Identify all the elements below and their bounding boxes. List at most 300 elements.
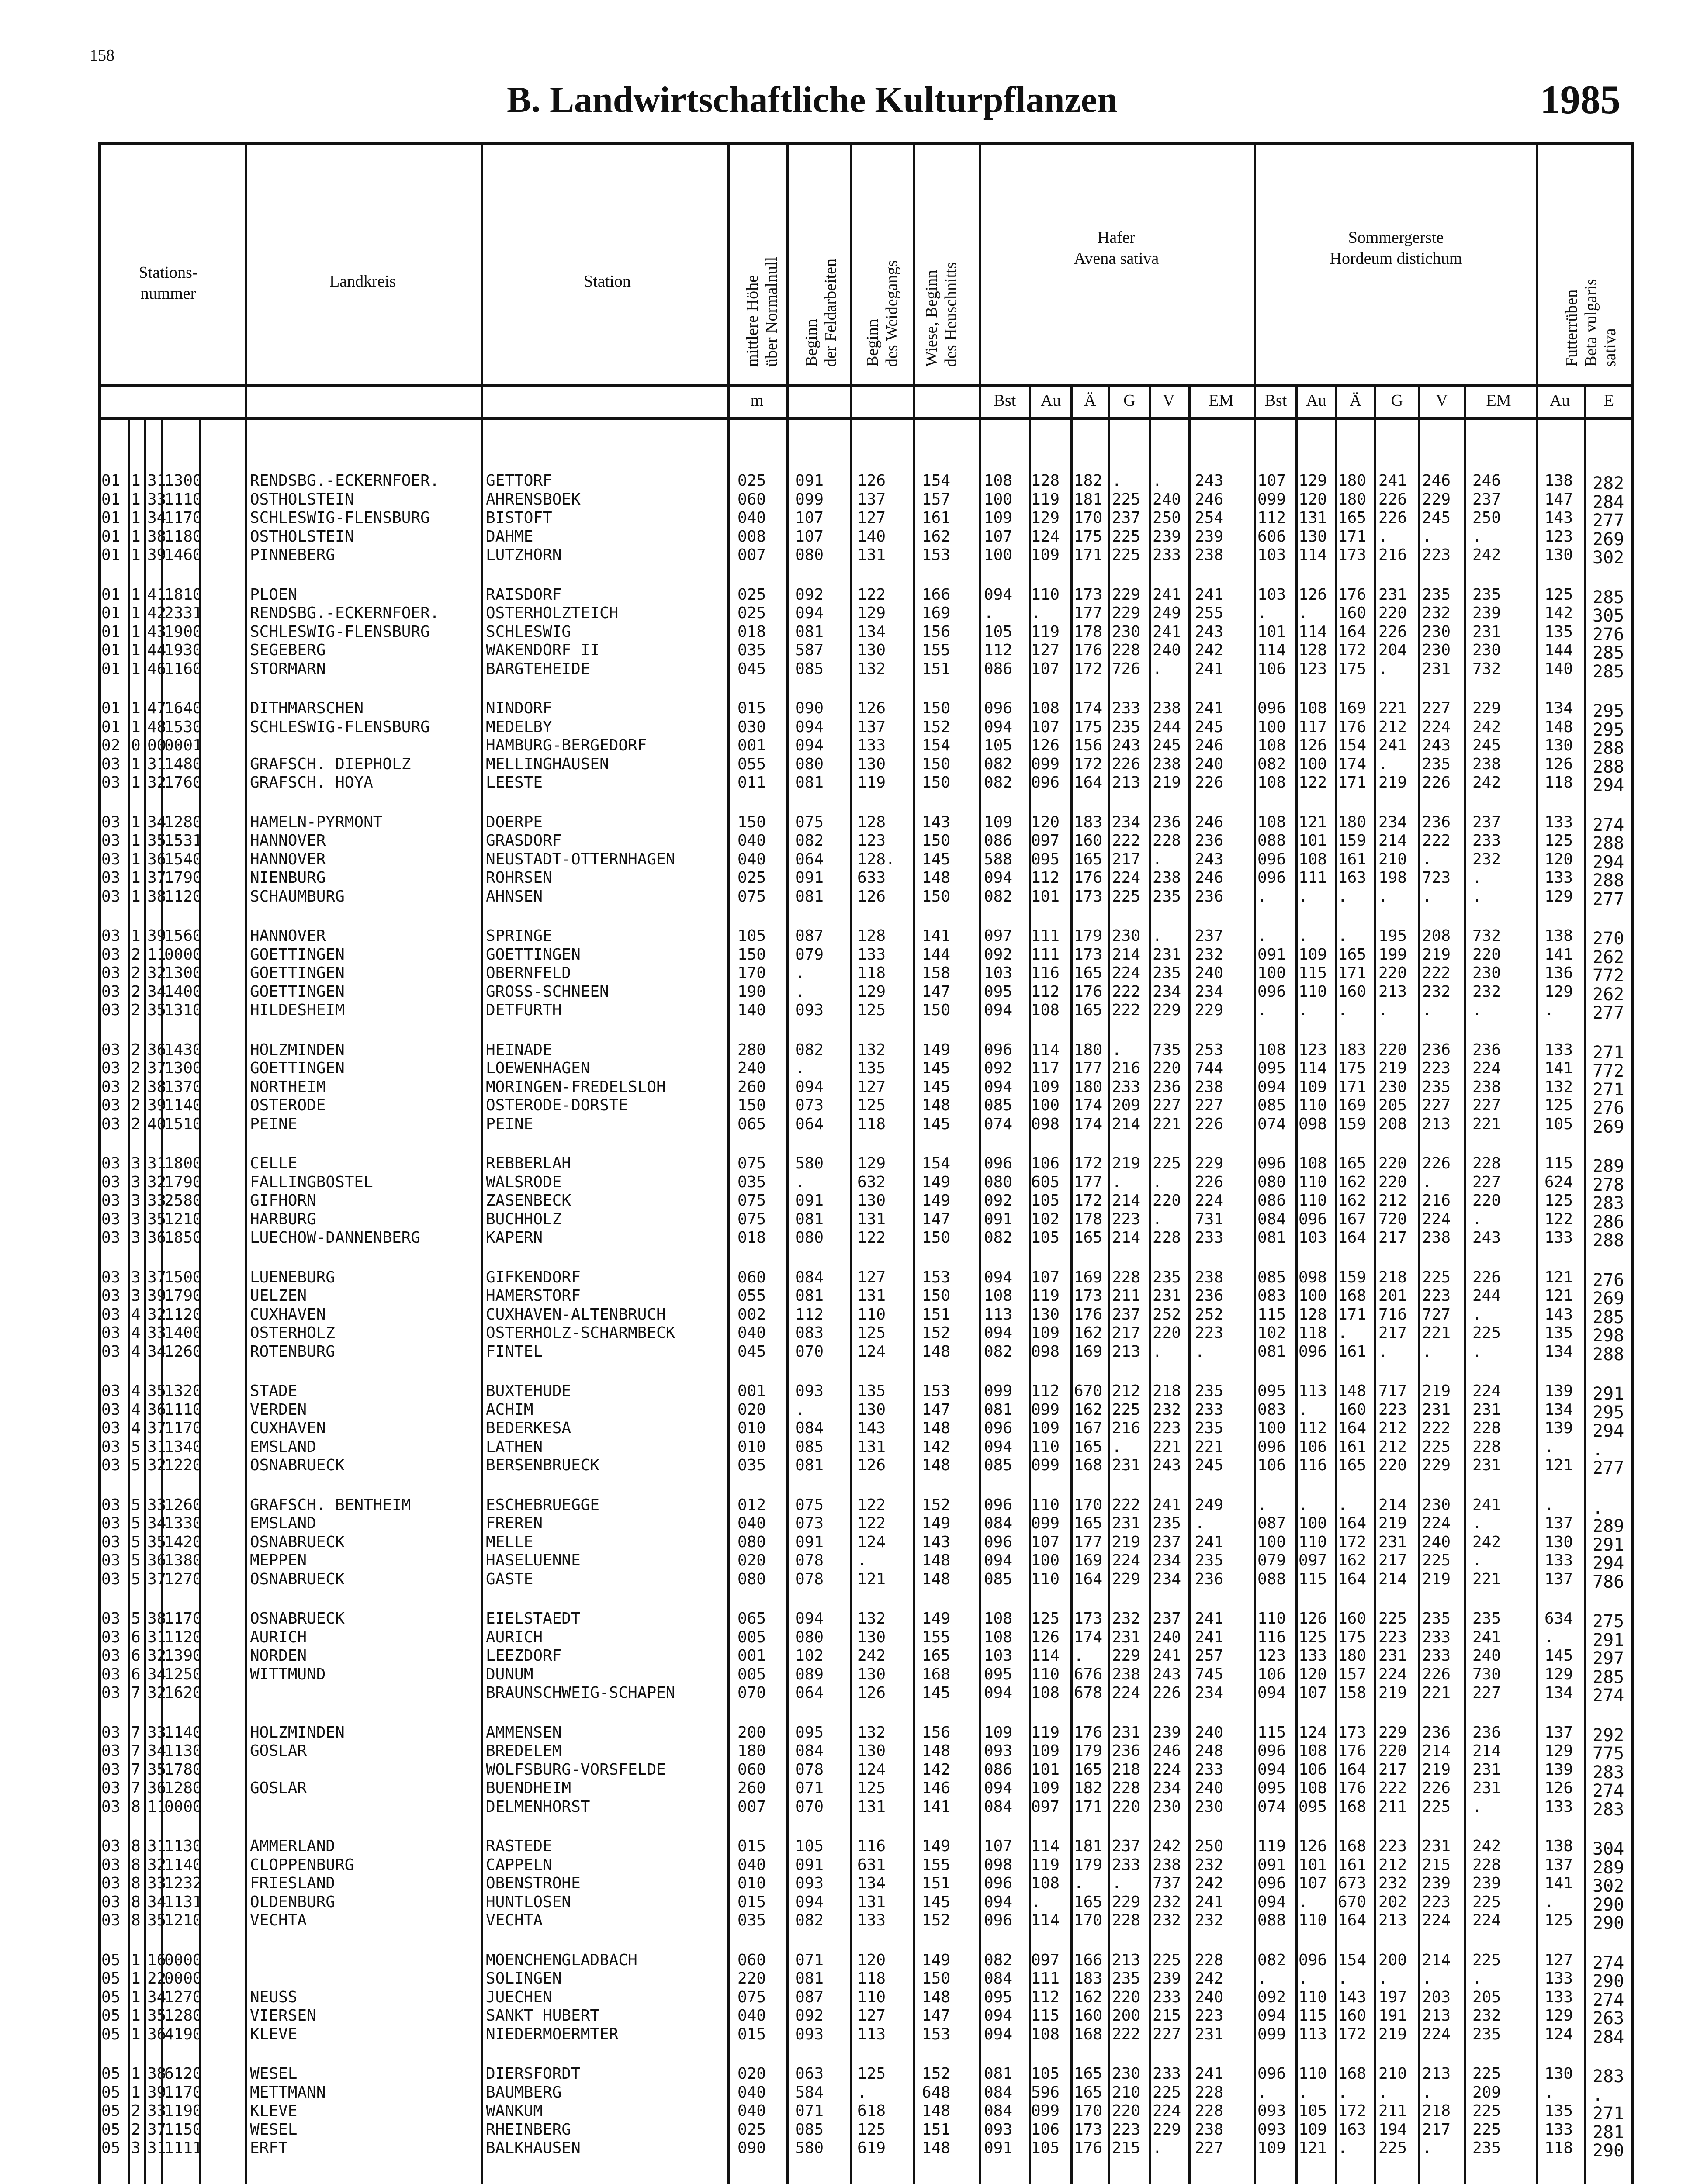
cell-gerste-ae: 175 [1338,1059,1367,1077]
cell-heuschnitt: 149 [922,1514,951,1532]
cell-hafer-ae: 160 [1074,2007,1103,2025]
cell-hafer-em: 223 [1195,2007,1224,2025]
cell-heuschnitt: 158 [922,964,951,982]
cell-gerste-v: 222 [1422,832,1451,850]
cell-hoehe: 020 [738,1552,766,1569]
cell-gerste-ae: 172 [1338,2102,1367,2120]
cell-weidegang: 137 [857,718,886,736]
cell-hafer-em: 237 [1195,927,1224,945]
cell-hafer-g: 217 [1112,1324,1141,1342]
cell-hafer-bst: 096 [984,1874,1013,1892]
cell-gerste-g: 211 [1378,2102,1407,2120]
cell-weidegang: 124 [857,1760,886,1779]
cell-hoehe: 080 [738,1533,766,1551]
cell-gerste-g: 191 [1378,2007,1407,2025]
cell-gerste-au: 109 [1299,945,1327,964]
cell-nr: 1850 [164,1229,202,1247]
cell-hafer-ae: 170 [1074,1496,1103,1514]
cell-gerste-bst: 102 [1257,1324,1286,1342]
cell-hoehe: 220 [738,1970,766,1987]
cell-hafer-em: 233 [1195,1229,1224,1247]
cell-hoehe: 025 [738,472,766,490]
cell-rueben-au: 118 [1545,774,1573,791]
cell-gerste-em: . [1472,1514,1482,1532]
cell-hafer-em: 224 [1195,1192,1224,1209]
cell-hoehe: 075 [738,1988,766,2006]
cell-hoehe: 150 [738,1096,766,1114]
cell-gerste-ae: 176 [1338,1742,1367,1760]
cell-nr: 1420 [164,1533,202,1551]
cell-kreis: 35 [147,1382,166,1400]
cell-hafer-em: 236 [1195,1287,1224,1305]
cell-hafer-v: 225 [1153,1154,1181,1172]
cell-kreis: 38 [147,1078,166,1096]
cell-gerste-ae: 164 [1338,1514,1367,1532]
cell-nr: 1530 [164,718,202,736]
cell-landkreis: PEINE [250,1115,298,1133]
cell-nr: 1800 [164,1154,202,1172]
cell-nr: 1760 [164,774,202,791]
cell-land: 03 [101,1779,121,1797]
cell-weidegang: 130 [857,641,886,659]
cell-gerste-au: 120 [1299,490,1327,508]
cell-station: KAPERN [486,1229,543,1247]
cell-land: 01 [101,546,121,564]
cell-gerste-em: 231 [1472,1779,1501,1797]
cell-hafer-em: 245 [1195,718,1224,736]
cell-bez: 3 [131,1287,141,1305]
cell-station: AMMENSEN [486,1723,562,1742]
cell-station: LEEZDORF [486,1647,562,1665]
cell-hafer-g: 229 [1112,604,1141,622]
cell-hafer-ae: 164 [1074,1570,1103,1588]
cell-hafer-em: 241 [1195,1533,1224,1551]
cell-landkreis: WESEL [250,2120,298,2139]
cell-rueben-e: 772 [1593,1061,1624,1081]
cell-hafer-ae: 167 [1074,1419,1103,1437]
cell-kreis: 37 [147,1059,166,1077]
cell-hoehe: 018 [738,1229,766,1247]
cell-hafer-ae: 173 [1074,887,1103,905]
cell-hafer-g: 213 [1112,774,1141,791]
cell-feldarbeit: 107 [795,527,824,546]
cell-heuschnitt: 148 [922,2139,951,2157]
cell-hafer-g: 224 [1112,1552,1141,1569]
cell-hafer-g: 236 [1112,1742,1141,1760]
cell-land: 03 [101,755,121,773]
cell-weidegang: 125 [857,1324,886,1342]
cell-land: 03 [101,774,121,791]
cell-nr: 1330 [164,1514,202,1532]
subheader-au: Au [1040,391,1061,410]
cell-gerste-em: 235 [1472,585,1501,604]
cell-gerste-v: 213 [1422,2007,1451,2025]
cell-gerste-ae: 171 [1338,1305,1367,1324]
cell-hafer-em: 246 [1195,736,1224,754]
cell-hafer-g: 233 [1112,699,1141,717]
cell-heuschnitt: 148 [922,1456,951,1474]
cell-hafer-em: 744 [1195,1059,1224,1077]
cell-gerste-em: 239 [1472,604,1501,622]
table-row [0,490,1690,512]
cell-nr: 1260 [164,1342,202,1361]
table-row [0,1723,1690,1745]
cell-hoehe: 075 [738,1192,766,1209]
cell-hafer-ae: 168 [1074,2025,1103,2043]
cell-hafer-ae: 165 [1074,1760,1103,1779]
cell-gerste-au: 095 [1299,1797,1327,1816]
cell-gerste-g: 217 [1378,1552,1407,1569]
cell-weidegang: 633 [857,869,886,887]
cell-bez: 1 [131,604,141,622]
cell-gerste-au: 110 [1299,2065,1327,2083]
cell-hafer-g: 231 [1112,1456,1141,1474]
table-row [0,1684,1690,1706]
cell-hafer-ae: 170 [1074,2102,1103,2120]
cell-gerste-v: 226 [1422,1154,1451,1172]
cell-bez: 3 [131,1229,141,1247]
cell-gerste-g: 208 [1378,1115,1407,1133]
cell-rueben-au: 133 [1545,1552,1573,1569]
cell-gerste-g: 214 [1378,1496,1407,1514]
cell-bez: 3 [131,1192,141,1209]
cell-rueben-e: 271 [1593,1042,1624,1063]
cell-gerste-g: 231 [1378,1647,1407,1665]
cell-bez: 7 [131,1760,141,1779]
cell-hafer-bst: 113 [984,1305,1013,1324]
cell-gerste-g: 220 [1378,1456,1407,1474]
subheader-em: EM [1486,391,1511,410]
cell-hafer-bst: 095 [984,982,1013,1001]
table-row [0,927,1690,949]
cell-gerste-ae: . [1338,2083,1347,2101]
cell-gerste-au: 123 [1299,1040,1327,1059]
cell-hafer-bst: 085 [984,1096,1013,1114]
cell-gerste-v: . [1422,2083,1432,2101]
cell-hafer-em: . [1195,1342,1205,1361]
cell-rueben-au: 145 [1545,1647,1573,1665]
cell-gerste-em: 225 [1472,2102,1501,2120]
cell-land: 02 [101,736,121,754]
cell-hafer-au: 099 [1031,755,1060,773]
cell-gerste-bst: 085 [1257,1096,1286,1114]
cell-landkreis: DITHMARSCHEN [250,699,364,717]
cell-hafer-em: 241 [1195,1628,1224,1646]
cell-kreis: 36 [147,2025,166,2043]
cell-land: 03 [101,1874,121,1892]
cell-hafer-v: 238 [1153,699,1181,717]
cell-hafer-au: 108 [1031,2025,1060,2043]
cell-nr: 1160 [164,660,202,678]
table-row [0,509,1690,531]
cell-hafer-ae: 177 [1074,604,1103,622]
cell-feldarbeit: 084 [795,1419,824,1437]
cell-rueben-e: 285 [1593,587,1624,608]
cell-hafer-bst: 107 [984,1837,1013,1855]
cell-land: 03 [101,1911,121,1929]
cell-rueben-au: . [1545,1893,1554,1911]
cell-land: 03 [101,1893,121,1911]
cell-gerste-ae: 167 [1338,1210,1367,1228]
cell-gerste-v: 225 [1422,1438,1451,1456]
cell-heuschnitt: 166 [922,585,951,604]
cell-gerste-ae: 159 [1338,1268,1367,1286]
cell-hafer-bst: 096 [984,1533,1013,1551]
cell-feldarbeit: 071 [795,1951,824,1969]
cell-gerste-au: 122 [1299,774,1327,791]
cell-heuschnitt: 150 [922,699,951,717]
cell-heuschnitt: 143 [922,813,951,831]
cell-hafer-bst: 105 [984,736,1013,754]
cell-land: 03 [101,1552,121,1569]
cell-nr: 1340 [164,1438,202,1456]
cell-land: 03 [101,1742,121,1760]
cell-gerste-au: 113 [1299,1382,1327,1400]
cell-hafer-v: 233 [1153,1988,1181,2006]
cell-bez: 1 [131,718,141,736]
cell-gerste-v: 224 [1422,1514,1451,1532]
cell-station: MELLE [486,1533,533,1551]
cell-gerste-bst: 091 [1257,1856,1286,1874]
cell-heuschnitt: 147 [922,2007,951,2025]
cell-gerste-v: . [1422,2139,1432,2157]
cell-gerste-bst: 096 [1257,1154,1286,1172]
cell-rueben-au: 140 [1545,660,1573,678]
cell-gerste-em: 225 [1472,1324,1501,1342]
cell-station: GASTE [486,1570,533,1588]
cell-station: LEESTE [486,774,543,791]
cell-land: 03 [101,964,121,982]
cell-landkreis: UELZEN [250,1287,307,1305]
cell-hoehe: 035 [738,1456,766,1474]
cell-station: ZASENBECK [486,1192,571,1209]
cell-hafer-bst: 085 [984,1570,1013,1588]
cell-hafer-ae: 174 [1074,1096,1103,1114]
cell-bez: 2 [131,945,141,964]
cell-gerste-bst: . [1257,604,1267,622]
cell-gerste-au: 107 [1299,1874,1327,1892]
cell-landkreis: HANNOVER [250,850,326,868]
cell-gerste-bst: 106 [1257,1456,1286,1474]
cell-land: 05 [101,2139,121,2157]
cell-rueben-au: . [1545,1438,1554,1456]
cell-gerste-au: 114 [1299,546,1327,564]
cell-hoehe: 015 [738,1893,766,1911]
cell-nr: 1140 [164,1856,202,1874]
cell-weidegang: 129 [857,1154,886,1172]
cell-hafer-ae: 175 [1074,718,1103,736]
cell-gerste-em: 209 [1472,2083,1501,2101]
cell-kreis: 11 [147,945,166,964]
cell-rueben-au: 143 [1545,1305,1573,1324]
cell-gerste-ae: 165 [1338,945,1367,964]
cell-weidegang: 127 [857,1268,886,1286]
cell-nr: 2580 [164,1192,202,1209]
cell-feldarbeit: 091 [795,1533,824,1551]
cell-gerste-bst: 096 [1257,869,1286,887]
cell-gerste-au: 098 [1299,1268,1327,1286]
cell-heuschnitt: 155 [922,1628,951,1646]
cell-heuschnitt: 154 [922,1154,951,1172]
cell-station: WANKUM [486,2102,543,2120]
table-row [0,2120,1690,2143]
cell-hafer-au: 111 [1031,1970,1060,1987]
cell-feldarbeit: 092 [795,2007,824,2025]
unit-m: m [750,391,764,410]
cell-bez: 7 [131,1723,141,1742]
cell-gerste-v: 224 [1422,1911,1451,1929]
cell-rueben-e: 269 [1593,529,1624,549]
cell-feldarbeit: 081 [795,1210,824,1228]
cell-gerste-bst: 082 [1257,1951,1286,1969]
cell-land: 03 [101,1154,121,1172]
cell-kreis: 34 [147,1665,166,1683]
cell-gerste-g: 211 [1378,1797,1407,1816]
cell-station: BALKHAUSEN [486,2139,581,2157]
cell-hafer-ae: 172 [1074,1154,1103,1172]
cell-weidegang: 122 [857,1514,886,1532]
cell-gerste-em: 225 [1472,2120,1501,2139]
cell-hafer-au: 106 [1031,1154,1060,1172]
cell-gerste-ae: 168 [1338,1287,1367,1305]
header-feldarbeit: Beginn der Feldarbeiten [802,259,840,367]
cell-heuschnitt: 148 [922,1096,951,1114]
cell-hafer-au: 105 [1031,2139,1060,2157]
cell-station: AURICH [486,1628,543,1646]
cell-hafer-ae: 162 [1074,1988,1103,2006]
cell-station: LUTZHORN [486,546,562,564]
cell-feldarbeit: 085 [795,660,824,678]
cell-land: 03 [101,1059,121,1077]
cell-hafer-em: 246 [1195,490,1224,508]
cell-rueben-e: 276 [1593,1270,1624,1290]
cell-weidegang: 121 [857,1570,886,1588]
cell-hafer-bst: 094 [984,1001,1013,1019]
cell-nr: 1190 [164,2102,202,2120]
cell-hafer-v: 223 [1153,1419,1181,1437]
cell-nr: 1250 [164,1665,202,1683]
cell-heuschnitt: 143 [922,1533,951,1551]
cell-rueben-au: . [1545,1496,1554,1514]
cell-hoehe: 007 [738,1797,766,1816]
cell-hafer-ae: 165 [1074,1229,1103,1247]
cell-hafer-g: 229 [1112,1647,1141,1665]
cell-gerste-au: 109 [1299,1078,1327,1096]
cell-hafer-au: 127 [1031,641,1060,659]
cell-nr: 1380 [164,1552,202,1569]
cell-hafer-em: 235 [1195,1382,1224,1400]
cell-hafer-em: 227 [1195,2139,1224,2157]
cell-gerste-v: 208 [1422,927,1451,945]
cell-bez: 4 [131,1400,141,1419]
cell-landkreis: ERFT [250,2139,288,2157]
cell-hoehe: 040 [738,2083,766,2101]
cell-heuschnitt: 150 [922,774,951,791]
cell-hafer-em: 240 [1195,1723,1224,1742]
cell-gerste-bst: 123 [1257,1647,1286,1665]
cell-feldarbeit: 082 [795,1911,824,1929]
cell-heuschnitt: 148 [922,1742,951,1760]
cell-landkreis: NORTHEIM [250,1078,326,1096]
cell-gerste-v: 229 [1422,490,1451,508]
cell-hafer-g: 220 [1112,1797,1141,1816]
cell-station: BUENDHEIM [486,1779,571,1797]
cell-feldarbeit: 071 [795,1779,824,1797]
cell-bez: 3 [131,1154,141,1172]
cell-gerste-au: 110 [1299,1988,1327,2006]
cell-gerste-ae: 168 [1338,1837,1367,1855]
cell-hoehe: 260 [738,1078,766,1096]
cell-gerste-v: 223 [1422,546,1451,564]
cell-rueben-e: 277 [1593,511,1624,531]
cell-hafer-v: . [1153,1342,1162,1361]
cell-bez: 3 [131,1210,141,1228]
page-title: B. Landwirtschaftliche Kulturpflanzen [507,79,1118,120]
cell-hafer-g: . [1112,1438,1122,1456]
cell-heuschnitt: 154 [922,736,951,754]
cell-landkreis: OLDENBURG [250,1893,336,1911]
cell-gerste-bst: 110 [1257,1610,1286,1628]
cell-station: OSTERODE-DORSTE [486,1096,628,1114]
cell-rueben-au: 125 [1545,832,1573,850]
cell-gerste-g: . [1378,1001,1388,1019]
cell-hafer-v: 234 [1153,982,1181,1001]
cell-gerste-ae: 161 [1338,1342,1367,1361]
cell-rueben-au: 133 [1545,1040,1573,1059]
cell-kreis: 33 [147,1723,166,1742]
cell-gerste-g: 220 [1378,604,1407,622]
cell-gerste-g: 219 [1378,2025,1407,2043]
cell-landkreis: VECHTA [250,1911,307,1929]
cell-gerste-em: 226 [1472,1268,1501,1286]
cell-gerste-em: 220 [1472,1192,1501,1209]
cell-land: 03 [101,1229,121,1247]
cell-hoehe: 180 [738,1742,766,1760]
cell-nr: 1210 [164,1210,202,1228]
cell-landkreis: HANNOVER [250,832,326,850]
cell-hafer-v: . [1153,850,1162,868]
cell-land: 01 [101,604,121,622]
table-row [0,1419,1690,1441]
cell-station: DAHME [486,527,533,546]
cell-gerste-g: . [1378,1970,1388,1987]
cell-hafer-em: . [1195,1514,1205,1532]
cell-gerste-ae: 183 [1338,1040,1367,1059]
cell-rueben-au: 130 [1545,736,1573,754]
cell-hafer-bst: 097 [984,927,1013,945]
cell-gerste-g: . [1378,2083,1388,2101]
cell-nr: 1540 [164,850,202,868]
cell-hoehe: 010 [738,1419,766,1437]
cell-hafer-em: 243 [1195,850,1224,868]
cell-rueben-e: 277 [1593,1003,1624,1023]
table-row [0,1514,1690,1536]
cell-kreis: 36 [147,1552,166,1569]
cell-feldarbeit: 063 [795,2065,824,2083]
cell-kreis: 39 [147,2083,166,2101]
cell-nr: 1500 [164,1268,202,1286]
cell-hafer-g: 211 [1112,1287,1141,1305]
cell-rueben-e: 276 [1593,1098,1624,1118]
cell-bez: 1 [131,699,141,717]
cell-hafer-g: . [1112,472,1122,490]
cell-weidegang: 131 [857,1893,886,1911]
cell-gerste-em: 221 [1472,1115,1501,1133]
cell-gerste-g: 219 [1378,774,1407,791]
cell-gerste-ae: 158 [1338,1684,1367,1702]
cell-hafer-au: 111 [1031,945,1060,964]
header-hafer: Hafer Avena sativa [1074,228,1159,268]
